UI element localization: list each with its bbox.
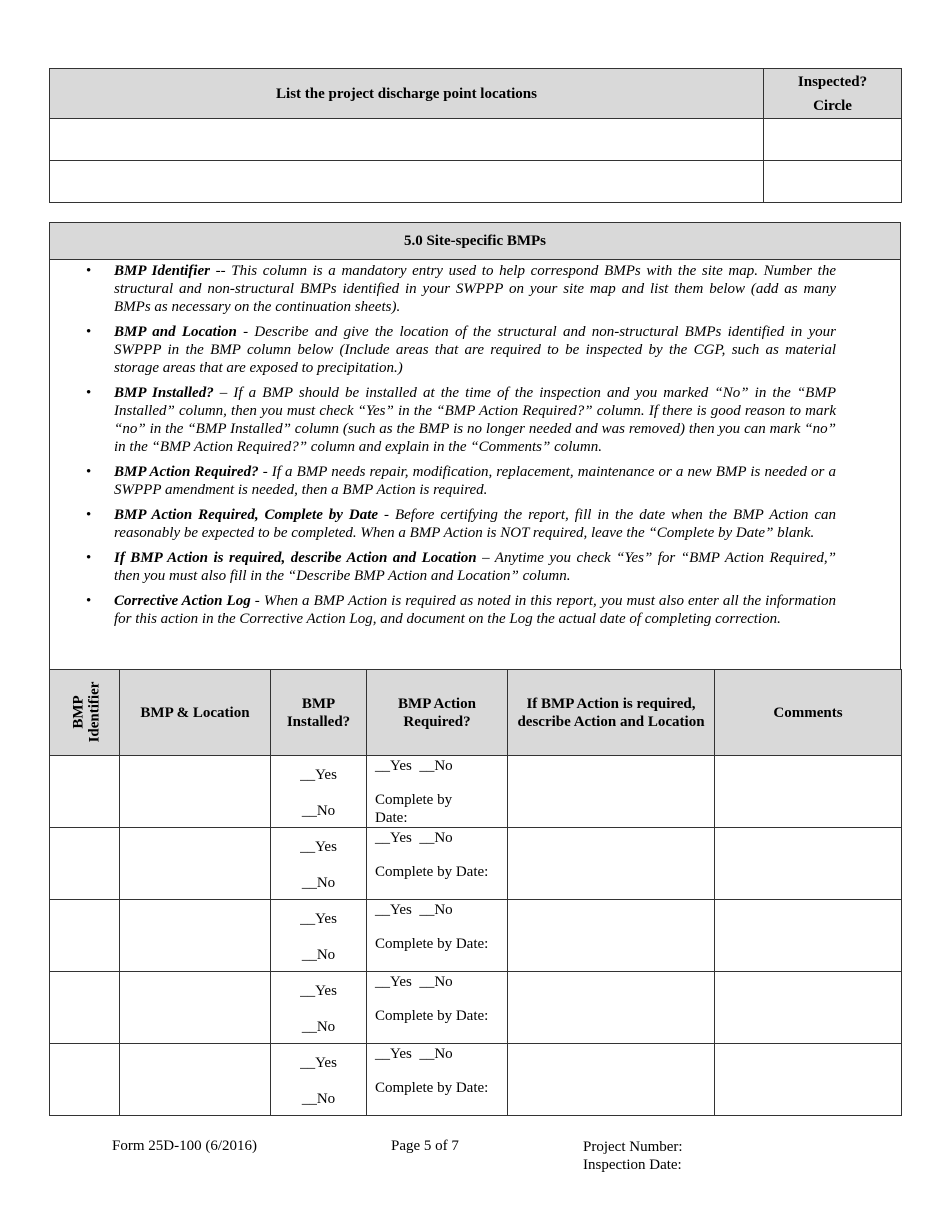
bmp-installed-header: BMP Installed? [271, 670, 367, 756]
bmp-action-required-header: BMP Action Required? [367, 670, 508, 756]
table-row [50, 1044, 902, 1116]
location-cell[interactable] [120, 1044, 271, 1116]
instructions-list [50, 260, 900, 628]
list-item: • BMP Action Required, Complete by Date - Before certifying the report, fill in the date when the BMP Action can reasonably be expected to be completed. When a BMP Action is NOT required, leave the “Complete by Date” blank. [114, 506, 836, 542]
discharge-points-table [49, 68, 902, 203]
bmp-table [49, 669, 902, 1116]
installed-cell[interactable]: __Yes __No [271, 756, 367, 828]
describe-action-cell[interactable] [508, 828, 715, 900]
describe-action-header: If BMP Action is required, describe Action and Location [508, 670, 715, 756]
comments-cell[interactable] [715, 972, 902, 1044]
discharge-location-cell[interactable] [50, 161, 764, 203]
list-item: • If BMP Action is required, describe Action and Location – Anytime you check “Yes” for “BMP Action Required,” then you must also fill in the “Describe BMP Action and Location” column. [114, 549, 836, 585]
list-item: • BMP Installed? – If a BMP should be installed at the time of the inspection and you marked “No” in the “BMP Installed” column, then you must check “Yes” in the “BMP Action Required?” column. If there is good reason to mark “no” in the “BMP Installed” column (such as the BMP is no longer needed and was removed) then you can mark “no” in the “BMP Action Required?” column and explain in the “Comments” column. [114, 384, 836, 456]
comments-cell[interactable] [715, 1044, 902, 1116]
list-item: • BMP Identifier -- This column is a mandatory entry used to help correspond BMPs with the site map. Number the structural and non-structural BMPs identified in your SWPPP on your site map and list them below (add as many BMPs as necessary on the continuation sheets). [114, 262, 836, 316]
table-row [50, 756, 902, 828]
describe-action-cell[interactable] [508, 972, 715, 1044]
section-title: 5.0 Site-specific BMPs [50, 223, 900, 260]
action-required-cell[interactable]: __Yes __No Complete by Date: [367, 900, 508, 972]
list-item: • BMP Action Required? - If a BMP needs repair, modification, replacement, maintenance or a new BMP is needed or a SWPPP amendment is needed, then a BMP Action is required. [114, 463, 836, 499]
page-number: Page 5 of 7 [391, 1138, 459, 1154]
bmp-location-header: BMP & Location [120, 670, 271, 756]
bmp-identifier-header: BMP Identifier [50, 670, 120, 756]
location-cell[interactable] [120, 756, 271, 828]
describe-action-cell[interactable] [508, 1044, 715, 1116]
site-specific-bmps-section [49, 222, 901, 669]
location-cell[interactable] [120, 972, 271, 1044]
table-row [50, 119, 902, 161]
installed-cell[interactable]: __Yes __No [271, 1044, 367, 1116]
table-row [50, 161, 902, 203]
installed-cell[interactable]: __Yes __No [271, 828, 367, 900]
describe-action-cell[interactable] [508, 756, 715, 828]
inspected-cell[interactable] [764, 161, 902, 203]
discharge-location-cell[interactable] [50, 119, 764, 161]
form-number: Form 25D-100 (6/2016) [112, 1138, 257, 1154]
action-required-cell[interactable]: __Yes __No Complete by Date: [367, 1044, 508, 1116]
comments-cell[interactable] [715, 900, 902, 972]
installed-cell[interactable]: __Yes __No [271, 972, 367, 1044]
comments-header: Comments [715, 670, 902, 756]
identifier-cell[interactable] [50, 828, 120, 900]
location-cell[interactable] [120, 828, 271, 900]
action-required-cell[interactable]: __Yes __No Complete by Date: [367, 756, 508, 828]
list-item: • Corrective Action Log - When a BMP Action is required as noted in this report, you must also enter all the information for this action in the Corrective Action Log, and document on the Log the actual date of completing correction. [114, 592, 836, 628]
action-required-cell[interactable]: __Yes __No Complete by Date: [367, 972, 508, 1044]
table-row [50, 972, 902, 1044]
identifier-cell[interactable] [50, 1044, 120, 1116]
comments-cell[interactable] [715, 828, 902, 900]
project-number-label: Project Number: [583, 1139, 683, 1155]
action-required-cell[interactable]: __Yes __No Complete by Date: [367, 828, 508, 900]
inspected-cell[interactable] [764, 119, 902, 161]
table-row [50, 828, 902, 900]
list-item: • BMP and Location - Describe and give the location of the structural and non-structural BMPs identified in your SWPPP in the BMP column below (Include areas that are required to be inspected by the CGP, such as material storage areas that are exposed to precipitation.) [114, 323, 836, 377]
describe-action-cell[interactable] [508, 900, 715, 972]
installed-cell[interactable]: __Yes __No [271, 900, 367, 972]
discharge-locations-header: List the project discharge point locations [50, 69, 764, 119]
identifier-cell[interactable] [50, 756, 120, 828]
inspection-date-label: Inspection Date: [583, 1157, 682, 1173]
identifier-cell[interactable] [50, 972, 120, 1044]
comments-cell[interactable] [715, 756, 902, 828]
location-cell[interactable] [120, 900, 271, 972]
inspected-header: Inspected? Circle [764, 69, 902, 119]
table-row [50, 900, 902, 972]
identifier-cell[interactable] [50, 900, 120, 972]
